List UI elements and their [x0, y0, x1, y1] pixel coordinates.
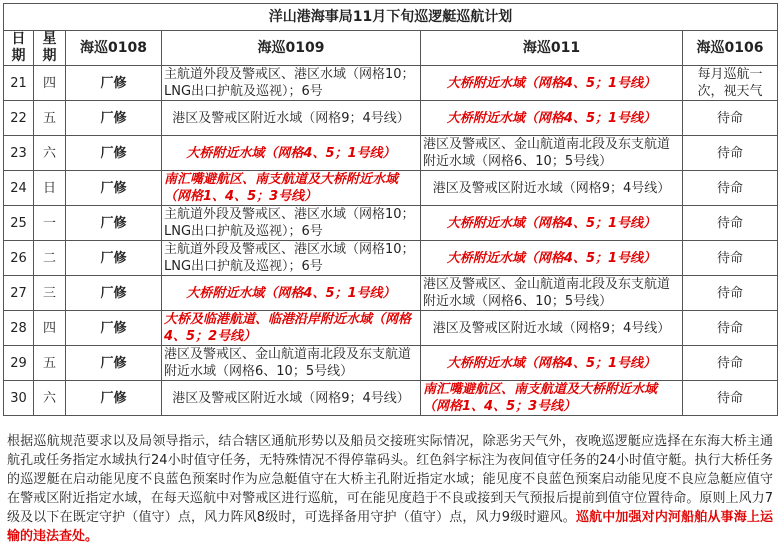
- cell-date: 30: [4, 381, 34, 416]
- cruise-plan-sheet: [3, 3, 777, 416]
- cell-boat-0109: 主航道外段及警戒区、港区水域（网格10；LNG出口护航及巡视）；6号: [162, 241, 421, 276]
- cell-weekday: 三: [34, 276, 66, 311]
- cell-date: 21: [4, 66, 34, 101]
- cell-date: 27: [4, 276, 34, 311]
- cell-date: 25: [4, 206, 34, 241]
- header-boat-0109: 海巡0109: [162, 31, 421, 66]
- cell-date: 22: [4, 101, 34, 136]
- cell-date: 28: [4, 311, 34, 346]
- table-row: [4, 346, 778, 381]
- cell-boat-0108: 厂修: [66, 171, 162, 206]
- table-row: [4, 381, 778, 416]
- cell-boat-0106: 待命: [683, 101, 778, 136]
- cell-boat-0109: 主航道外段及警戒区、港区水域（网格10；LNG出口护航及巡视）；6号: [162, 206, 421, 241]
- table-row: [4, 171, 778, 206]
- cell-date: 29: [4, 346, 34, 381]
- header-boat-011: 海巡011: [421, 31, 683, 66]
- cell-date: 23: [4, 136, 34, 171]
- cell-boat-0108: 厂修: [66, 136, 162, 171]
- cell-boat-0108: 厂修: [66, 311, 162, 346]
- cell-boat-0106: 待命: [683, 311, 778, 346]
- cell-boat-0106: 待命: [683, 381, 778, 416]
- cell-boat-0106: 待命: [683, 346, 778, 381]
- cell-boat-0108: 厂修: [66, 241, 162, 276]
- header-row: [4, 31, 778, 66]
- table-row: [4, 206, 778, 241]
- notes-paragraph: [3, 428, 775, 546]
- cell-boat-011: 大桥附近水域（网格4、5；1号线）: [421, 101, 683, 136]
- cell-date: 26: [4, 241, 34, 276]
- table-row: [4, 136, 778, 171]
- header-boat-0108: 海巡0108: [66, 31, 162, 66]
- cell-weekday: 一: [34, 206, 66, 241]
- cell-boat-0109: 港区及警戒区、金山航道南北段及东支航道附近水域（网格6、10；5号线）: [162, 346, 421, 381]
- cell-weekday: 四: [34, 311, 66, 346]
- cell-weekday: 五: [34, 346, 66, 381]
- cruise-plan-table: [3, 3, 778, 416]
- header-boat-0106: 海巡0106: [683, 31, 778, 66]
- cell-boat-011: 大桥附近水域（网格4、5；1号线）: [421, 346, 683, 381]
- cell-weekday: 二: [34, 241, 66, 276]
- cell-boat-0109: 港区及警戒区附近水域（网格9；4号线）: [162, 381, 421, 416]
- table-title: 洋山港海事局11月下旬巡逻艇巡航计划: [4, 4, 778, 31]
- cell-weekday: 五: [34, 101, 66, 136]
- table-row: [4, 241, 778, 276]
- cell-boat-0106: 待命: [683, 276, 778, 311]
- cell-boat-0109: 大桥及临港航道、临港沿岸附近水域（网格4、5；2号线）: [162, 311, 421, 346]
- cell-boat-0106: 待命: [683, 136, 778, 171]
- cell-boat-0108: 厂修: [66, 66, 162, 101]
- header-date: 日期: [4, 31, 34, 66]
- table-row: [4, 276, 778, 311]
- cell-boat-0106: 待命: [683, 241, 778, 276]
- table-row: [4, 101, 778, 136]
- cell-weekday: 日: [34, 171, 66, 206]
- cell-boat-0106: 每月巡航一次，视天气: [683, 66, 778, 101]
- cell-boat-011: 大桥附近水域（网格4、5；1号线）: [421, 206, 683, 241]
- notes-text: 根据巡航规范要求以及局领导指示，结合辖区通航形势以及船员交接班实际情况，除恶劣天气外，夜晚巡逻艇应选择在东海大桥主通航孔或任务指定水域执行24小时值守任务，无特殊情况不得停靠码头。红色斜字标注为夜间值守任务的24小时值守艇。执行大桥任务的巡逻艇在启动能见度不良蓝色预案时作为应急艇值守在大桥主孔附近指定水域；能见度不良蓝色预案启动能见度不良应急艇应值守在警戒区附近指定水域，在每天巡航中对警戒区进行巡航，可在能见度趋于不良或接到天气预报后提前到值守位置待命。原则上风力7级及以下在既定守护（值守）点，风力阵风8级时，可选择备用守护（值守）点，风力9级时避风。: [7, 434, 773, 525]
- cell-boat-0109: 大桥附近水域（网格4、5；1号线）: [162, 136, 421, 171]
- cell-boat-0108: 厂修: [66, 101, 162, 136]
- cell-date: 24: [4, 171, 34, 206]
- cell-boat-0109: 南汇嘴避航区、南支航道及大桥附近水域（网格1、4、5；3号线）: [162, 171, 421, 206]
- cell-boat-011: 港区及警戒区、金山航道南北段及东支航道附近水域（网格6、10；5号线）: [421, 276, 683, 311]
- cell-boat-011: 南汇嘴避航区、南支航道及大桥附近水域（网格1、4、5；3号线）: [421, 381, 683, 416]
- notes-emphasis: 巡航中加强对内河船舶从事海上运输的违法查处。: [7, 510, 773, 544]
- cell-boat-011: 港区及警戒区、金山航道南北段及东支航道附近水域（网格6、10；5号线）: [421, 136, 683, 171]
- cell-weekday: 四: [34, 66, 66, 101]
- cell-boat-011: 大桥附近水域（网格4、5；1号线）: [421, 241, 683, 276]
- cell-boat-0108: 厂修: [66, 206, 162, 241]
- table-row: [4, 66, 778, 101]
- header-week: 星期: [34, 31, 66, 66]
- cell-boat-0109: 大桥附近水域（网格4、5；1号线）: [162, 276, 421, 311]
- cell-boat-011: 港区及警戒区附近水域（网格9；4号线）: [421, 311, 683, 346]
- cell-boat-011: 大桥附近水域（网格4、5；1号线）: [421, 66, 683, 101]
- cell-boat-0108: 厂修: [66, 276, 162, 311]
- cell-weekday: 六: [34, 381, 66, 416]
- cell-boat-0106: 待命: [683, 171, 778, 206]
- cell-boat-0108: 厂修: [66, 346, 162, 381]
- cell-boat-0109: 港区及警戒区附近水域（网格9；4号线）: [162, 101, 421, 136]
- cell-boat-0106: 待命: [683, 206, 778, 241]
- table-row: [4, 311, 778, 346]
- cell-boat-0109: 主航道外段及警戒区、港区水域（网格10；LNG出口护航及巡视）；6号: [162, 66, 421, 101]
- cell-boat-0108: 厂修: [66, 381, 162, 416]
- cell-boat-011: 港区及警戒区附近水域（网格9；4号线）: [421, 171, 683, 206]
- cell-weekday: 六: [34, 136, 66, 171]
